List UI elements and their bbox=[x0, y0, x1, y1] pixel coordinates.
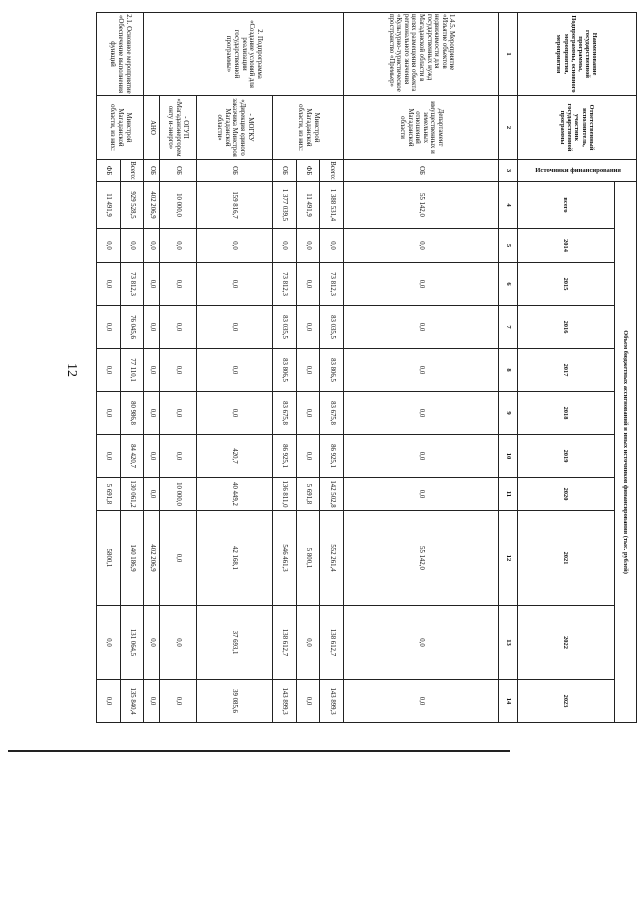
header-year: 2018 bbox=[517, 392, 614, 435]
value-cell: 83 675,8 bbox=[273, 392, 297, 435]
column-number: 6 bbox=[499, 263, 517, 306]
value-cell: 0,0 bbox=[97, 392, 121, 435]
executor-name: Минстрой Магаданской области, из них: bbox=[97, 96, 144, 160]
header-name: Наименование государственной программы, Подпрограммы, основного мероприятия, мероприятия bbox=[517, 13, 636, 96]
table-row bbox=[320, 13, 344, 723]
executor-name: - МОГКУ «Дирекция единого заказчика Минстроя Магаданской области» bbox=[196, 96, 272, 160]
source-code: ОБ bbox=[273, 160, 297, 182]
value-cell: 0,0 bbox=[160, 680, 197, 723]
header-year: 2022 bbox=[517, 606, 614, 680]
value-cell: 80 986,8 bbox=[120, 392, 144, 435]
table-row bbox=[160, 13, 197, 723]
value-cell: 0,0 bbox=[160, 349, 197, 392]
value-cell: 0,0 bbox=[196, 392, 272, 435]
value-cell: 0,0 bbox=[296, 306, 320, 349]
value-cell: 5 691,8 bbox=[296, 478, 320, 511]
value-cell: 0,0 bbox=[296, 349, 320, 392]
column-number: 7 bbox=[499, 306, 517, 349]
header-year: 2023 bbox=[517, 680, 614, 723]
page-number: 12 bbox=[64, 363, 79, 377]
table-row bbox=[144, 13, 160, 723]
value-cell: 0,0 bbox=[160, 306, 197, 349]
header-executor: Ответственный исполнитель, участник государственной программы bbox=[517, 96, 636, 160]
value-cell: 138 612,7 bbox=[273, 606, 297, 680]
value-cell: 0,0 bbox=[296, 435, 320, 478]
column-number: 13 bbox=[499, 606, 517, 680]
source-code: ОБ bbox=[196, 160, 272, 182]
column-number: 14 bbox=[499, 680, 517, 723]
value-cell: 42 168,1 bbox=[196, 511, 272, 606]
executor-name: Департамент имущественных и земельных отношений Магаданской области bbox=[344, 96, 499, 160]
header-year: 2016 bbox=[517, 306, 614, 349]
value-cell: 0,0 bbox=[144, 263, 160, 306]
value-cell: 0,0 bbox=[196, 263, 272, 306]
value-cell: 86 925,1 bbox=[320, 435, 344, 478]
column-number: 10 bbox=[499, 435, 517, 478]
header-budget-group: Объем бюджетных ассигнований и иных источников финансирования (тыс. рублей) bbox=[615, 182, 637, 723]
measure-name: 1.4.5. Мероприятие «Изъятие объектов недвижимости для государственных нужд Магаданской области в целях размещения объекта регионального значения «Культурно-туристическое пространство «Премьер» bbox=[344, 13, 499, 96]
header-source-label: Источники финансирования bbox=[535, 166, 621, 174]
value-cell: 83 806,5 bbox=[320, 349, 344, 392]
value-cell: 0,0 bbox=[160, 229, 197, 263]
value-cell: 0,0 bbox=[344, 680, 499, 723]
value-cell: 0,0 bbox=[320, 229, 344, 263]
value-cell: 0,0 bbox=[344, 392, 499, 435]
value-cell: 0,0 bbox=[144, 392, 160, 435]
value-cell: 0,0 bbox=[196, 306, 272, 349]
value-cell: 83 035,5 bbox=[320, 306, 344, 349]
column-number: 9 bbox=[499, 392, 517, 435]
value-cell: 0,0 bbox=[296, 606, 320, 680]
header-year: 2017 bbox=[517, 349, 614, 392]
value-cell: 0,0 bbox=[296, 392, 320, 435]
source-code: ОБ bbox=[344, 160, 499, 182]
value-cell: 0,0 bbox=[144, 680, 160, 723]
source-code: Всего: bbox=[320, 160, 344, 182]
subprogram-name: 2. Подпрограмма «Создание условий для реализации государственной программы» bbox=[144, 13, 344, 96]
value-cell: 0,0 bbox=[97, 263, 121, 306]
value-cell: 136 811,0 bbox=[273, 478, 297, 511]
value-cell: 402 206,9 bbox=[144, 182, 160, 229]
value-cell: 10 000,0 bbox=[160, 478, 197, 511]
value-cell: 0,0 bbox=[296, 680, 320, 723]
column-number: 4 bbox=[499, 182, 517, 229]
column-number: 12 bbox=[499, 511, 517, 606]
value-cell: 143 899,3 bbox=[320, 680, 344, 723]
divider-line bbox=[8, 750, 510, 752]
value-cell: 0,0 bbox=[273, 229, 297, 263]
value-cell: 929 528,5 bbox=[120, 182, 144, 229]
value-cell: 10 000,0 bbox=[160, 182, 197, 229]
value-cell: 83 035,5 bbox=[273, 306, 297, 349]
value-cell: 0,0 bbox=[344, 263, 499, 306]
value-cell: 55 142,0 bbox=[344, 511, 499, 606]
value-cell: 84 420,7 bbox=[120, 435, 144, 478]
value-cell: 0,0 bbox=[144, 435, 160, 478]
value-cell: 0,0 bbox=[160, 435, 197, 478]
value-cell: 1 388 531,4 bbox=[320, 182, 344, 229]
value-cell: 0,0 bbox=[344, 306, 499, 349]
value-cell: 135 840,4 bbox=[120, 680, 144, 723]
value-cell: 0,0 bbox=[97, 680, 121, 723]
value-cell: 83 675,8 bbox=[320, 392, 344, 435]
value-cell: 140 186,9 bbox=[120, 511, 144, 606]
value-cell: 0,0 bbox=[296, 229, 320, 263]
value-cell: 1 377 039,5 bbox=[273, 182, 297, 229]
value-cell: 130 061,2 bbox=[120, 478, 144, 511]
value-cell: 0,0 bbox=[144, 606, 160, 680]
value-cell: 73 812,3 bbox=[273, 263, 297, 306]
value-cell: 11 491,9 bbox=[97, 182, 121, 229]
column-number: 1 bbox=[499, 13, 517, 96]
header-source bbox=[517, 160, 636, 182]
header-year: 2015 bbox=[517, 263, 614, 306]
value-cell: 0,0 bbox=[97, 306, 121, 349]
value-cell: 0,0 bbox=[344, 606, 499, 680]
value-cell: 5 800,1 bbox=[296, 511, 320, 606]
value-cell: 420,7 bbox=[196, 435, 272, 478]
source-code: ФБ bbox=[97, 160, 121, 182]
value-cell: 0,0 bbox=[144, 478, 160, 511]
value-cell: 86 925,1 bbox=[273, 435, 297, 478]
value-cell: 11 491,9 bbox=[296, 182, 320, 229]
rotated-table-area bbox=[96, 12, 637, 722]
value-cell: 0,0 bbox=[97, 349, 121, 392]
value-cell: 0,0 bbox=[196, 229, 272, 263]
header-year: всего bbox=[517, 182, 614, 229]
value-cell: 0,0 bbox=[144, 306, 160, 349]
value-cell: 402 206,9 bbox=[144, 511, 160, 606]
value-cell: 73 812,3 bbox=[320, 263, 344, 306]
budget-table-container bbox=[96, 12, 637, 722]
header-year: 2020 bbox=[517, 478, 614, 511]
header-year: 2014 bbox=[517, 229, 614, 263]
value-cell: 0,0 bbox=[344, 435, 499, 478]
source-code: Всего: bbox=[120, 160, 144, 182]
executor-name: - ОГУП «Магаданэнергоремонту и-энерго» bbox=[160, 96, 197, 160]
value-cell: 142 502,8 bbox=[320, 478, 344, 511]
value-cell: 0,0 bbox=[144, 349, 160, 392]
value-cell: 546 461,3 bbox=[273, 511, 297, 606]
value-cell: 0,0 bbox=[97, 606, 121, 680]
value-cell: 0,0 bbox=[344, 229, 499, 263]
header-year: 2019 bbox=[517, 435, 614, 478]
value-cell: 0,0 bbox=[97, 229, 121, 263]
budget-table bbox=[96, 12, 637, 723]
value-cell: 55 142,0 bbox=[344, 182, 499, 229]
value-cell: 0,0 bbox=[344, 349, 499, 392]
value-cell: 83 806,5 bbox=[273, 349, 297, 392]
value-cell: 138 612,7 bbox=[320, 606, 344, 680]
source-code: ОБ bbox=[144, 160, 160, 182]
value-cell: 0,0 bbox=[160, 511, 197, 606]
value-cell: 0,0 bbox=[97, 435, 121, 478]
value-cell: 0,0 bbox=[120, 229, 144, 263]
column-number: 11 bbox=[499, 478, 517, 511]
value-cell: 5 691,8 bbox=[97, 478, 121, 511]
value-cell: 0,0 bbox=[196, 349, 272, 392]
column-number: 8 bbox=[499, 349, 517, 392]
value-cell: 40 449,2 bbox=[196, 478, 272, 511]
value-cell: 76 045,6 bbox=[120, 306, 144, 349]
measure-name: 2.1. Основное мероприятие «Обеспечение выполнения функций bbox=[97, 13, 144, 96]
value-cell: 37 693,1 bbox=[196, 606, 272, 680]
header-year: 2021 bbox=[517, 511, 614, 606]
table-row bbox=[344, 13, 499, 723]
source-code: ФБ bbox=[296, 160, 320, 182]
value-cell: 131 064,5 bbox=[120, 606, 144, 680]
value-cell: 0,0 bbox=[144, 229, 160, 263]
value-cell: 0,0 bbox=[344, 478, 499, 511]
value-cell: 5800,1 bbox=[97, 511, 121, 606]
value-cell: 143 899,3 bbox=[273, 680, 297, 723]
column-number: 3 bbox=[499, 160, 517, 182]
value-cell: 73 812,3 bbox=[120, 263, 144, 306]
value-cell: 39 085,6 bbox=[196, 680, 272, 723]
value-cell: 552 261,4 bbox=[320, 511, 344, 606]
executor-name: Минстрой Магаданской области, из них: bbox=[273, 96, 344, 160]
table-row bbox=[120, 13, 144, 723]
value-cell: 159 816,7 bbox=[196, 182, 272, 229]
value-cell: 0,0 bbox=[296, 263, 320, 306]
value-cell: 0,0 bbox=[160, 392, 197, 435]
value-cell: 0,0 bbox=[160, 606, 197, 680]
executor-name: АНО bbox=[144, 96, 160, 160]
column-number: 5 bbox=[499, 229, 517, 263]
table-row bbox=[196, 13, 272, 723]
value-cell: 0,0 bbox=[160, 263, 197, 306]
source-code: ОБ bbox=[160, 160, 197, 182]
column-number: 2 bbox=[499, 96, 517, 160]
value-cell: 77 110,1 bbox=[120, 349, 144, 392]
